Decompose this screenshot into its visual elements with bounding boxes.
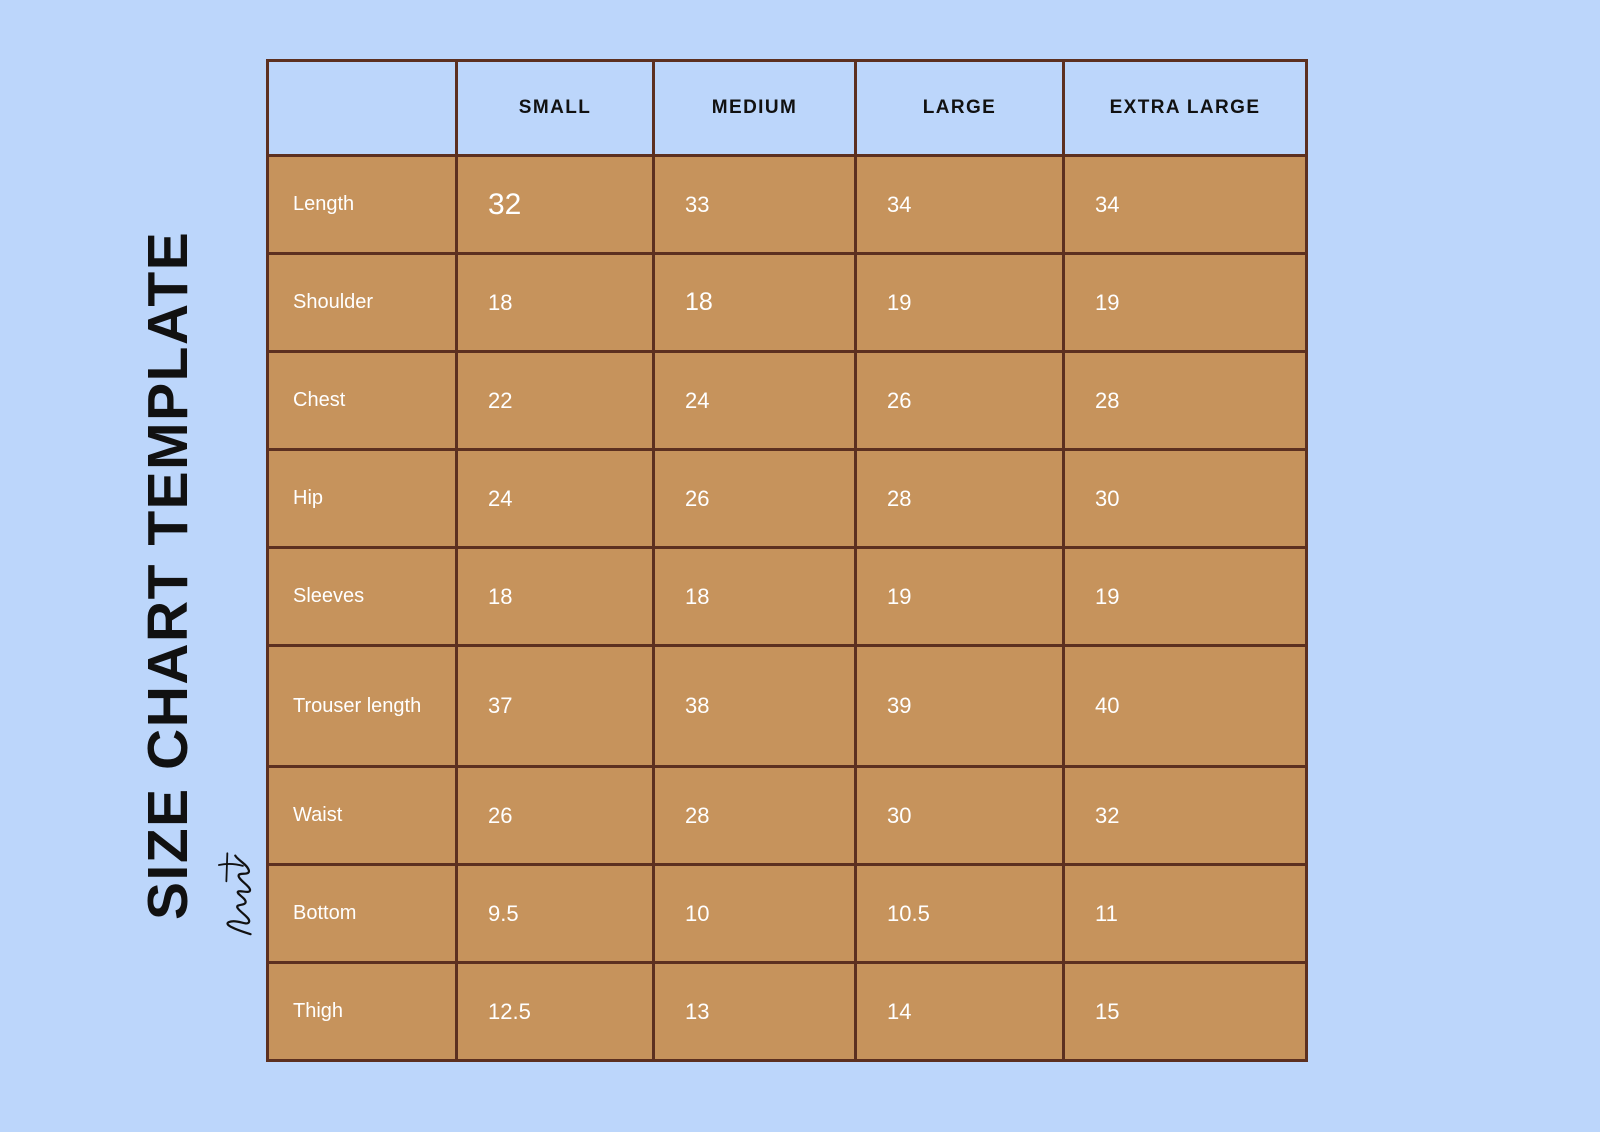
cell-length-small: 32 [457, 156, 654, 254]
cell-thigh-large: 14 [856, 963, 1064, 1061]
cell-shoulder-medium: 18 [654, 254, 856, 352]
cell-length-medium: 33 [654, 156, 856, 254]
page-title: SIZE CHART TEMPLATE [136, 230, 200, 920]
cell-trouser-length-medium: 38 [654, 646, 856, 767]
row-label-trouser-length: Trouser length [268, 646, 457, 767]
cell-bottom-extra-large: 11 [1064, 865, 1307, 963]
cell-chest-large: 26 [856, 352, 1064, 450]
cell-waist-extra-large: 32 [1064, 767, 1307, 865]
cell-sleeves-extra-large: 19 [1064, 548, 1307, 646]
cell-length-large: 34 [856, 156, 1064, 254]
cell-length-extra-large: 34 [1064, 156, 1307, 254]
cell-thigh-extra-large: 15 [1064, 963, 1307, 1061]
row-label-hip: Hip [268, 450, 457, 548]
cell-sleeves-large: 19 [856, 548, 1064, 646]
row-label-chest: Chest [268, 352, 457, 450]
table-row [268, 548, 1307, 646]
cell-waist-medium: 28 [654, 767, 856, 865]
row-label-waist: Waist [268, 767, 457, 865]
header-corner [268, 61, 457, 156]
cell-chest-small: 22 [457, 352, 654, 450]
header-medium: MEDIUM [654, 61, 856, 156]
cell-shoulder-large: 19 [856, 254, 1064, 352]
table-header-row [268, 61, 1307, 156]
cell-bottom-large: 10.5 [856, 865, 1064, 963]
row-label-shoulder: Shoulder [268, 254, 457, 352]
row-label-bottom: Bottom [268, 865, 457, 963]
table-row [268, 767, 1307, 865]
table-row [268, 963, 1307, 1061]
table-row [268, 865, 1307, 963]
cell-trouser-length-extra-large: 40 [1064, 646, 1307, 767]
table-row [268, 254, 1307, 352]
row-label-length: Length [268, 156, 457, 254]
cell-hip-extra-large: 30 [1064, 450, 1307, 548]
table-row [268, 352, 1307, 450]
table-row [268, 450, 1307, 548]
cell-hip-large: 28 [856, 450, 1064, 548]
row-label-thigh: Thigh [268, 963, 457, 1061]
cell-hip-small: 24 [457, 450, 654, 548]
cell-sleeves-medium: 18 [654, 548, 856, 646]
header-large: LARGE [856, 61, 1064, 156]
row-label-sleeves: Sleeves [268, 548, 457, 646]
table-row [268, 156, 1307, 254]
size-chart-table-wrapper [266, 59, 1305, 1024]
cell-shoulder-small: 18 [457, 254, 654, 352]
cell-thigh-medium: 13 [654, 963, 856, 1061]
cell-thigh-small: 12.5 [457, 963, 654, 1061]
cell-chest-medium: 24 [654, 352, 856, 450]
cell-waist-small: 26 [457, 767, 654, 865]
cell-chest-extra-large: 28 [1064, 352, 1307, 450]
cell-hip-medium: 26 [654, 450, 856, 548]
title-block [108, 160, 228, 920]
header-extra-large: EXTRA LARGE [1064, 61, 1307, 156]
header-small: SMALL [457, 61, 654, 156]
cell-shoulder-extra-large: 19 [1064, 254, 1307, 352]
cell-waist-large: 30 [856, 767, 1064, 865]
table-row [268, 646, 1307, 767]
cell-bottom-small: 9.5 [457, 865, 654, 963]
cell-sleeves-small: 18 [457, 548, 654, 646]
cell-bottom-medium: 10 [654, 865, 856, 963]
cell-trouser-length-small: 37 [457, 646, 654, 767]
cell-trouser-length-large: 39 [856, 646, 1064, 767]
size-chart-table [266, 59, 1308, 1062]
